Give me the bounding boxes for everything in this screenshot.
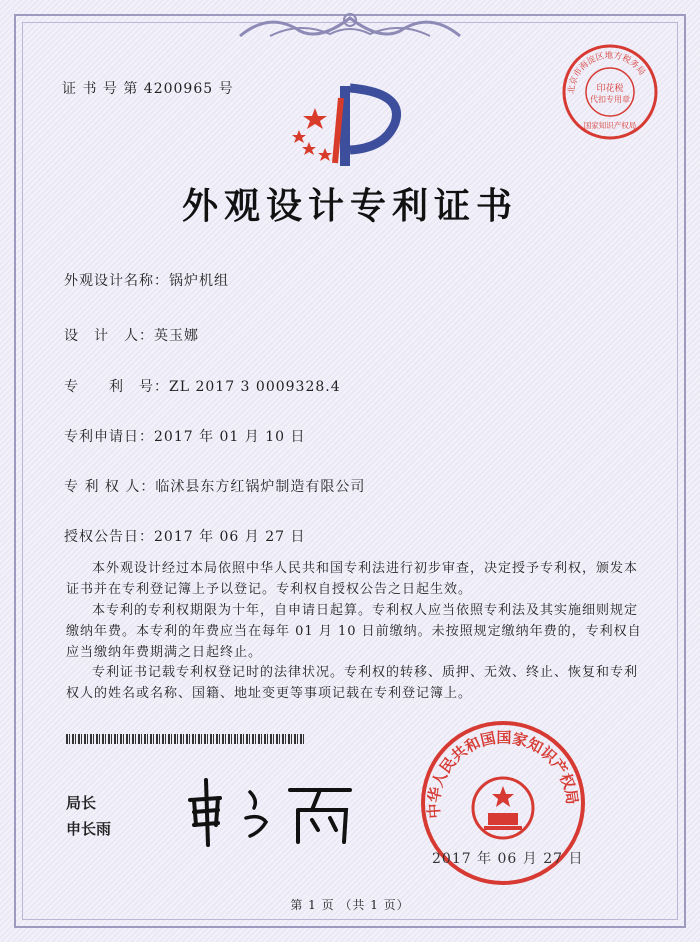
seal-ring-text: 中华人民共和国国家知识产权局	[424, 728, 582, 820]
field-patent-number	[64, 376, 341, 396]
signer-name: 申长雨	[66, 820, 112, 838]
tax-stamp-line1: 印花税	[596, 84, 624, 94]
field-value: 英玉娜	[154, 328, 199, 344]
field-patentee	[64, 476, 365, 496]
certificate-number: 证 书 号 第 4200965 号	[62, 81, 234, 97]
paragraph-term: 本专利的专利权期限为十年，自申请日起算。专利权人应当依照专利法及其实施细则规定缴纳年费。本专利的年费应当在每年 01 月 10 日前缴纳。未按照规定缴纳年费的，专利权自应当缴纳年费期满之日起终止。	[66, 603, 642, 660]
page-number: 第 1 页 （共 1 页）	[290, 898, 410, 912]
field-design-name	[64, 270, 229, 290]
field-value: 2017 年 01 月 10 日	[154, 429, 306, 445]
top-ornament	[230, 6, 470, 46]
field-value: ZL 2017 3 0009328.4	[169, 379, 341, 395]
paragraph-legal-status: 专利证书记载专利权登记时的法律状况。专利权的转移、质押、无效、终止、恢复和专利权人的姓名或名称、国籍、地址变更等事项记载在专利登记簿上。	[66, 665, 639, 701]
barcode	[66, 734, 306, 744]
signer-title: 局长	[66, 794, 97, 812]
tax-stamp-ring-text: 北京市海淀区地方税务局	[566, 50, 647, 95]
issue-date: 2017 年 06 月 27 日	[432, 851, 584, 867]
field-label: 外观设计名称：	[64, 273, 169, 289]
paragraph-grant: 本外观设计经过本局依照中华人民共和国专利法进行初步审查，决定授予专利权，颁发本证书并在专利登记簿上予以登记。专利权自授权公告之日起生效。	[66, 561, 639, 597]
field-value: 锅炉机组	[169, 273, 229, 289]
field-label: 设 计 人：	[64, 328, 154, 344]
cnipa-logo-icon	[285, 78, 415, 168]
field-value: 2017 年 06 月 27 日	[154, 529, 306, 545]
field-value: 临沭县东方红锅炉制造有限公司	[155, 479, 366, 495]
national-emblem-icon	[473, 778, 533, 838]
tax-stamp-bottom: 国家知识产权局	[583, 121, 637, 130]
field-label: 专 利 权 人：	[64, 479, 156, 495]
handwritten-signature	[180, 770, 360, 850]
certificate-title: 外观设计专利证书	[181, 186, 518, 227]
tax-stamp	[560, 42, 660, 142]
field-label: 专利申请日：	[64, 429, 154, 445]
field-label: 授权公告日：	[64, 529, 154, 545]
tax-stamp-line2: 代扣专用章	[590, 95, 630, 104]
field-grant-date	[64, 526, 306, 546]
field-application-date	[64, 426, 306, 446]
field-label: 专 利 号：	[64, 379, 169, 395]
field-designer	[64, 325, 199, 345]
